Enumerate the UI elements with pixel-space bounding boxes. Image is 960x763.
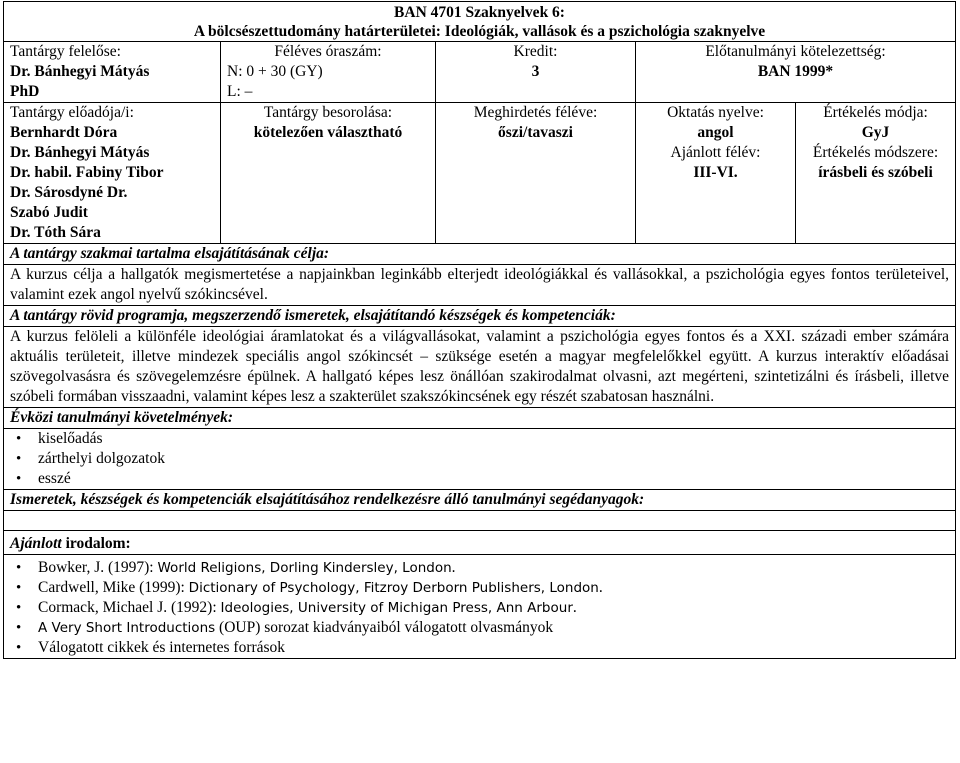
classification-value: kötelezően választható (253, 124, 403, 141)
reading-author: Cormack, Michael J. (1992): (38, 599, 221, 616)
classification-label: Tantárgy besorolása: (263, 104, 393, 121)
language-label: Oktatás nyelve: (667, 104, 764, 121)
aim-heading-row (4, 244, 956, 265)
info-row-2 (4, 103, 956, 244)
requirements-list-row (4, 429, 956, 490)
requirements-heading: Évközi tanulmányi követelmények: (4, 408, 956, 429)
list-item: • kiselőadás (38, 429, 949, 449)
responsible-name: Dr. Bánhegyi Mátyás (10, 63, 150, 80)
lecturer-name: Dr. Tóth Sára (10, 224, 101, 241)
eval-value: GyJ (861, 124, 890, 141)
list-item (38, 558, 949, 578)
reading-list-row (4, 555, 956, 659)
reading-heading-rest: irodalom: (61, 535, 131, 552)
program-text-row (4, 327, 956, 408)
prereq-cell (636, 42, 956, 103)
aim-heading: A tantárgy szakmai tartalma elsajátításának célja: (4, 244, 956, 265)
lecturer-name: Dr. Sárosdyné Dr. (10, 184, 128, 201)
semester-label: Meghirdetés féléve: (473, 104, 598, 121)
eval-label: Értékelés módja: (823, 104, 928, 121)
reading-title: A Very Short Introductions (38, 620, 216, 636)
responsible-title: PhD (10, 83, 40, 100)
hours-label: Féléves óraszám: (274, 43, 382, 60)
reading-tail: . (451, 559, 456, 576)
responsible-cell (4, 42, 221, 103)
reading-heading-row (4, 531, 956, 555)
recommended-value: III-VI. (693, 164, 738, 181)
semester-cell (436, 103, 636, 244)
credit-cell (436, 42, 636, 103)
materials-heading: Ismeretek, készségek és kompetenciák elsajátításához rendelkezésre álló tanulmányi segédanyagok: (4, 490, 956, 511)
program-text: A kurzus felöleli a különféle ideológiai áramlatokat és a világvallásokat, valamint a pszichológia egyes fontos és a XXI. századi ember számára aktuális területeit, illetve mindezek speciális angol szókincsét – szüksége esetén a magyar megfelelőkkel együtt. A kurzus interaktív előadásai szövegolvasásra és szövegelemzésre épülnek. A hallgató képes lesz önállóan szakirodalmat olvasni, azt megérteni, szintetizálni és írásbeli, illetve szóbeli formában visszaadni, valamint képes lesz a szakterület szakszókincsének egy részét szabatosan használni. (4, 327, 956, 408)
eval-method-label: Értékelés módszere: (812, 144, 939, 161)
lecturer-name: Szabó Judit (10, 204, 88, 221)
reading-heading-italic: Ajánlott (10, 535, 62, 552)
eval-cell (796, 103, 956, 244)
credit-value: 3 (531, 63, 540, 80)
language-value: angol (697, 124, 734, 141)
credit-label: Kredit: (513, 43, 558, 60)
reading-tail: . (598, 579, 603, 596)
title-row (4, 2, 956, 42)
reading-title: World Religions, Dorling Kindersley, London (157, 560, 452, 576)
list-item: • zárthelyi dolgozatok (38, 449, 949, 469)
prereq-label: Előtanulmányi kötelezettség: (705, 43, 886, 60)
program-heading: A tantárgy rövid programja, megszerzendő ismeretek, elsajátítandó készségek és kompetenciák: (4, 306, 956, 327)
requirements-list (10, 429, 949, 489)
reading-title: Ideologies, University of Michigan Press, Ann Arbour (220, 600, 573, 616)
aim-text-row (4, 265, 956, 306)
hours-cell (221, 42, 436, 103)
hours-n: N: 0 + 30 (GY) (227, 63, 323, 80)
lecturers-label: Tantárgy előadója/i: (10, 104, 134, 121)
list-item (38, 618, 949, 638)
aim-text: A kurzus célja a hallgatók megismertetése a napjainkban leginkább elterjedt ideológiákkal és vallásokkal, a pszichológia egyes fontos területeivel, valamint ezek angol nyelvű szókincsével. (4, 265, 956, 306)
list-item (38, 638, 949, 658)
reading-author: Cardwell, Mike (1999): (38, 579, 189, 596)
list-item (38, 598, 949, 618)
course-sheet (3, 1, 955, 659)
language-cell (636, 103, 796, 244)
course-code-title: BAN 4701 Szaknyelvek 6: (394, 4, 565, 21)
eval-method-value: írásbeli és szóbeli (818, 164, 933, 181)
classification-cell (221, 103, 436, 244)
reading-title: Dictionary of Psychology, Fitzroy Derborn Publishers, London (188, 580, 599, 596)
lecturer-name: Bernhardt Dóra (10, 124, 118, 141)
prereq-value: BAN 1999* (757, 63, 834, 80)
responsible-label: Tantárgy felelőse: (10, 43, 121, 60)
program-heading-row (4, 306, 956, 327)
materials-empty-row (4, 511, 956, 531)
hours-l: L: – (227, 83, 253, 100)
course-table (3, 1, 956, 659)
reading-list (10, 558, 949, 658)
requirements-heading-row (4, 408, 956, 429)
reading-heading (4, 531, 956, 555)
recommended-label: Ajánlott félév: (670, 144, 761, 161)
info-row-1 (4, 42, 956, 103)
list-item: • esszé (38, 469, 949, 489)
reading-author: Bowker, J. (1997): (38, 559, 158, 576)
lecturer-name: Dr. Bánhegyi Mátyás (10, 144, 150, 161)
list-item (38, 578, 949, 598)
reading-tail: (OUP) sorozat kiadványaiból válogatott olvasmányok (215, 619, 554, 636)
materials-empty-cell (4, 511, 956, 531)
materials-heading-row (4, 490, 956, 511)
reading-author: Válogatott cikkek és internetes források (38, 639, 286, 656)
lecturer-name: Dr. habil. Fabiny Tibor (10, 164, 164, 181)
course-subtitle: A bölcsészettudomány határterületei: Ideológiák, vallások és a pszichológia szaknyelve (193, 23, 766, 40)
lecturers-cell (4, 103, 221, 244)
semester-value: őszi/tavaszi (498, 124, 573, 141)
reading-tail: . (572, 599, 577, 616)
